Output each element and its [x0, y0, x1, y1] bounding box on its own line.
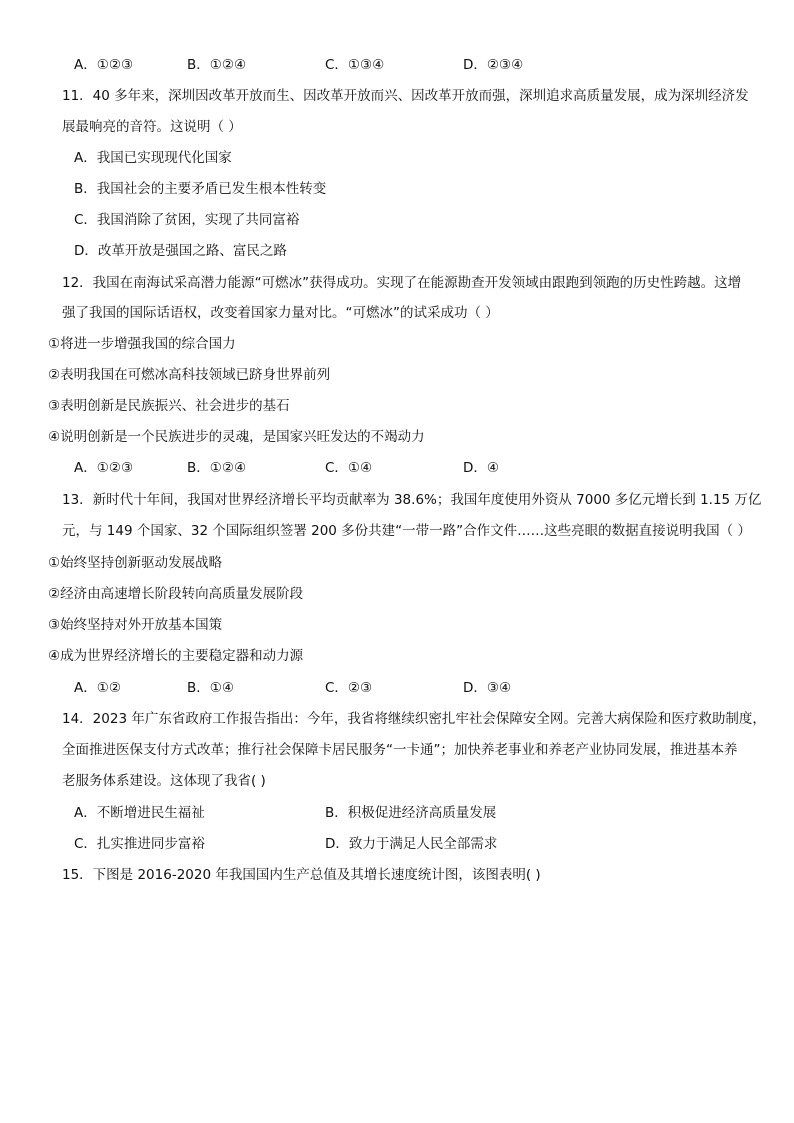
q13-option-c[interactable]: C．②③ [325, 680, 373, 696]
q13-stem-text-1: 13．新时代十年间，我国对世界经济增长平均贡献率为 38.6%；我国年度使用外资从 7000 多亿元增长到 1.15 万亿 [62, 492, 762, 508]
q13-statement-1: ①始终坚持创新驱动发展战略 [48, 555, 223, 571]
q13-option-b[interactable]: B．①④ [187, 680, 234, 696]
q11-stem-text-1: 11．40 多年来，深圳因改革开放而生、因改革开放而兴、因改革开放而强，深圳追求高质量发展，成为深圳经济发 [62, 88, 749, 104]
q13-statement-3: ③始终坚持对外开放基本国策 [48, 617, 223, 633]
q12-statement-3: ③表明创新是民族振兴、社会进步的基石 [48, 398, 290, 414]
q13-statement-4: ④成为世界经济增长的主要稳定器和动力源 [48, 648, 304, 664]
q15-stem-text-1: 15．下图是 2016-2020 年我国国内生产总值及其增长速度统计图，该图表明( ) [62, 867, 541, 883]
q11-option-c[interactable]: C．我国消除了贫困，实现了共同富裕 [74, 212, 300, 228]
q12-option-b[interactable]: B．①②④ [187, 460, 247, 476]
q14-option-d[interactable]: D．致力于满足人民全部需求 [325, 836, 498, 852]
q13-option-d[interactable]: D．③④ [463, 680, 512, 696]
q14-stem-text-3: 老服务体系建设。这体现了我省( ) [62, 773, 266, 789]
q12-statement-2: ②表明我国在可燃冰高科技领域已跻身世界前列 [48, 367, 331, 383]
q10-option-c[interactable]: C．①③④ [325, 57, 385, 73]
q14-stem-text-1: 14．2023 年广东省政府工作报告指出：今年，我省将继续织密扎牢社会保障安全网。完善大病保险和医疗救助制度， [62, 711, 766, 727]
q11-stem-text-2: 展最响亮的音符。这说明（ ） [62, 119, 242, 135]
q14-stem-text-2: 全面推进医保支付方式改革；推行社会保障卡居民服务“一卡通”；加快养老事业和养老产业协同发展，推进基本养 [62, 742, 738, 758]
q12-option-c[interactable]: C．①④ [325, 460, 373, 476]
q12-option-a[interactable]: A．①②③ [74, 460, 134, 476]
q12-stem-text-2: 强了我国的国际话语权，改变着国家力量对比。“可燃冰”的试采成功（ ） [62, 305, 499, 321]
q13-statement-2: ②经济由高速增长阶段转向高质量发展阶段 [48, 586, 304, 602]
q10-option-d[interactable]: D．②③④ [463, 57, 524, 73]
q10-option-b[interactable]: B．①②④ [187, 57, 247, 73]
q14-option-b[interactable]: B．积极促进经济高质量发展 [325, 805, 497, 821]
q13-stem-text-2: 元，与 149 个国家、32 个国际组织签署 200 多份共建“一带一路”合作文件……这些亮眼的数据直接说明我国（ ） [62, 523, 751, 539]
q11-option-d[interactable]: D．改革开放是强国之路、富民之路 [74, 243, 287, 259]
q12-stem-text-1: 12．我国在南海试采高潜力能源“可燃冰”获得成功。实现了在能源勘查开发领域由跟跑到领跑的历史性跨越。这增 [62, 275, 742, 291]
q10-option-a[interactable]: A．①②③ [74, 57, 134, 73]
q11-option-a[interactable]: A．我国已实现现代化国家 [74, 150, 232, 166]
q12-option-d[interactable]: D．④ [463, 460, 499, 476]
q14-option-c[interactable]: C．扎实推进同步富裕 [74, 836, 205, 852]
q12-statement-4: ④说明创新是一个民族进步的灵魂，是国家兴旺发达的不竭动力 [48, 429, 425, 445]
q11-option-b[interactable]: B．我国社会的主要矛盾已发生根本性转变 [74, 181, 327, 197]
q13-option-a[interactable]: A．①② [74, 680, 121, 696]
q14-option-a[interactable]: A．不断增进民生福祉 [74, 805, 205, 821]
q12-statement-1: ①将进一步增强我国的综合国力 [48, 336, 236, 352]
